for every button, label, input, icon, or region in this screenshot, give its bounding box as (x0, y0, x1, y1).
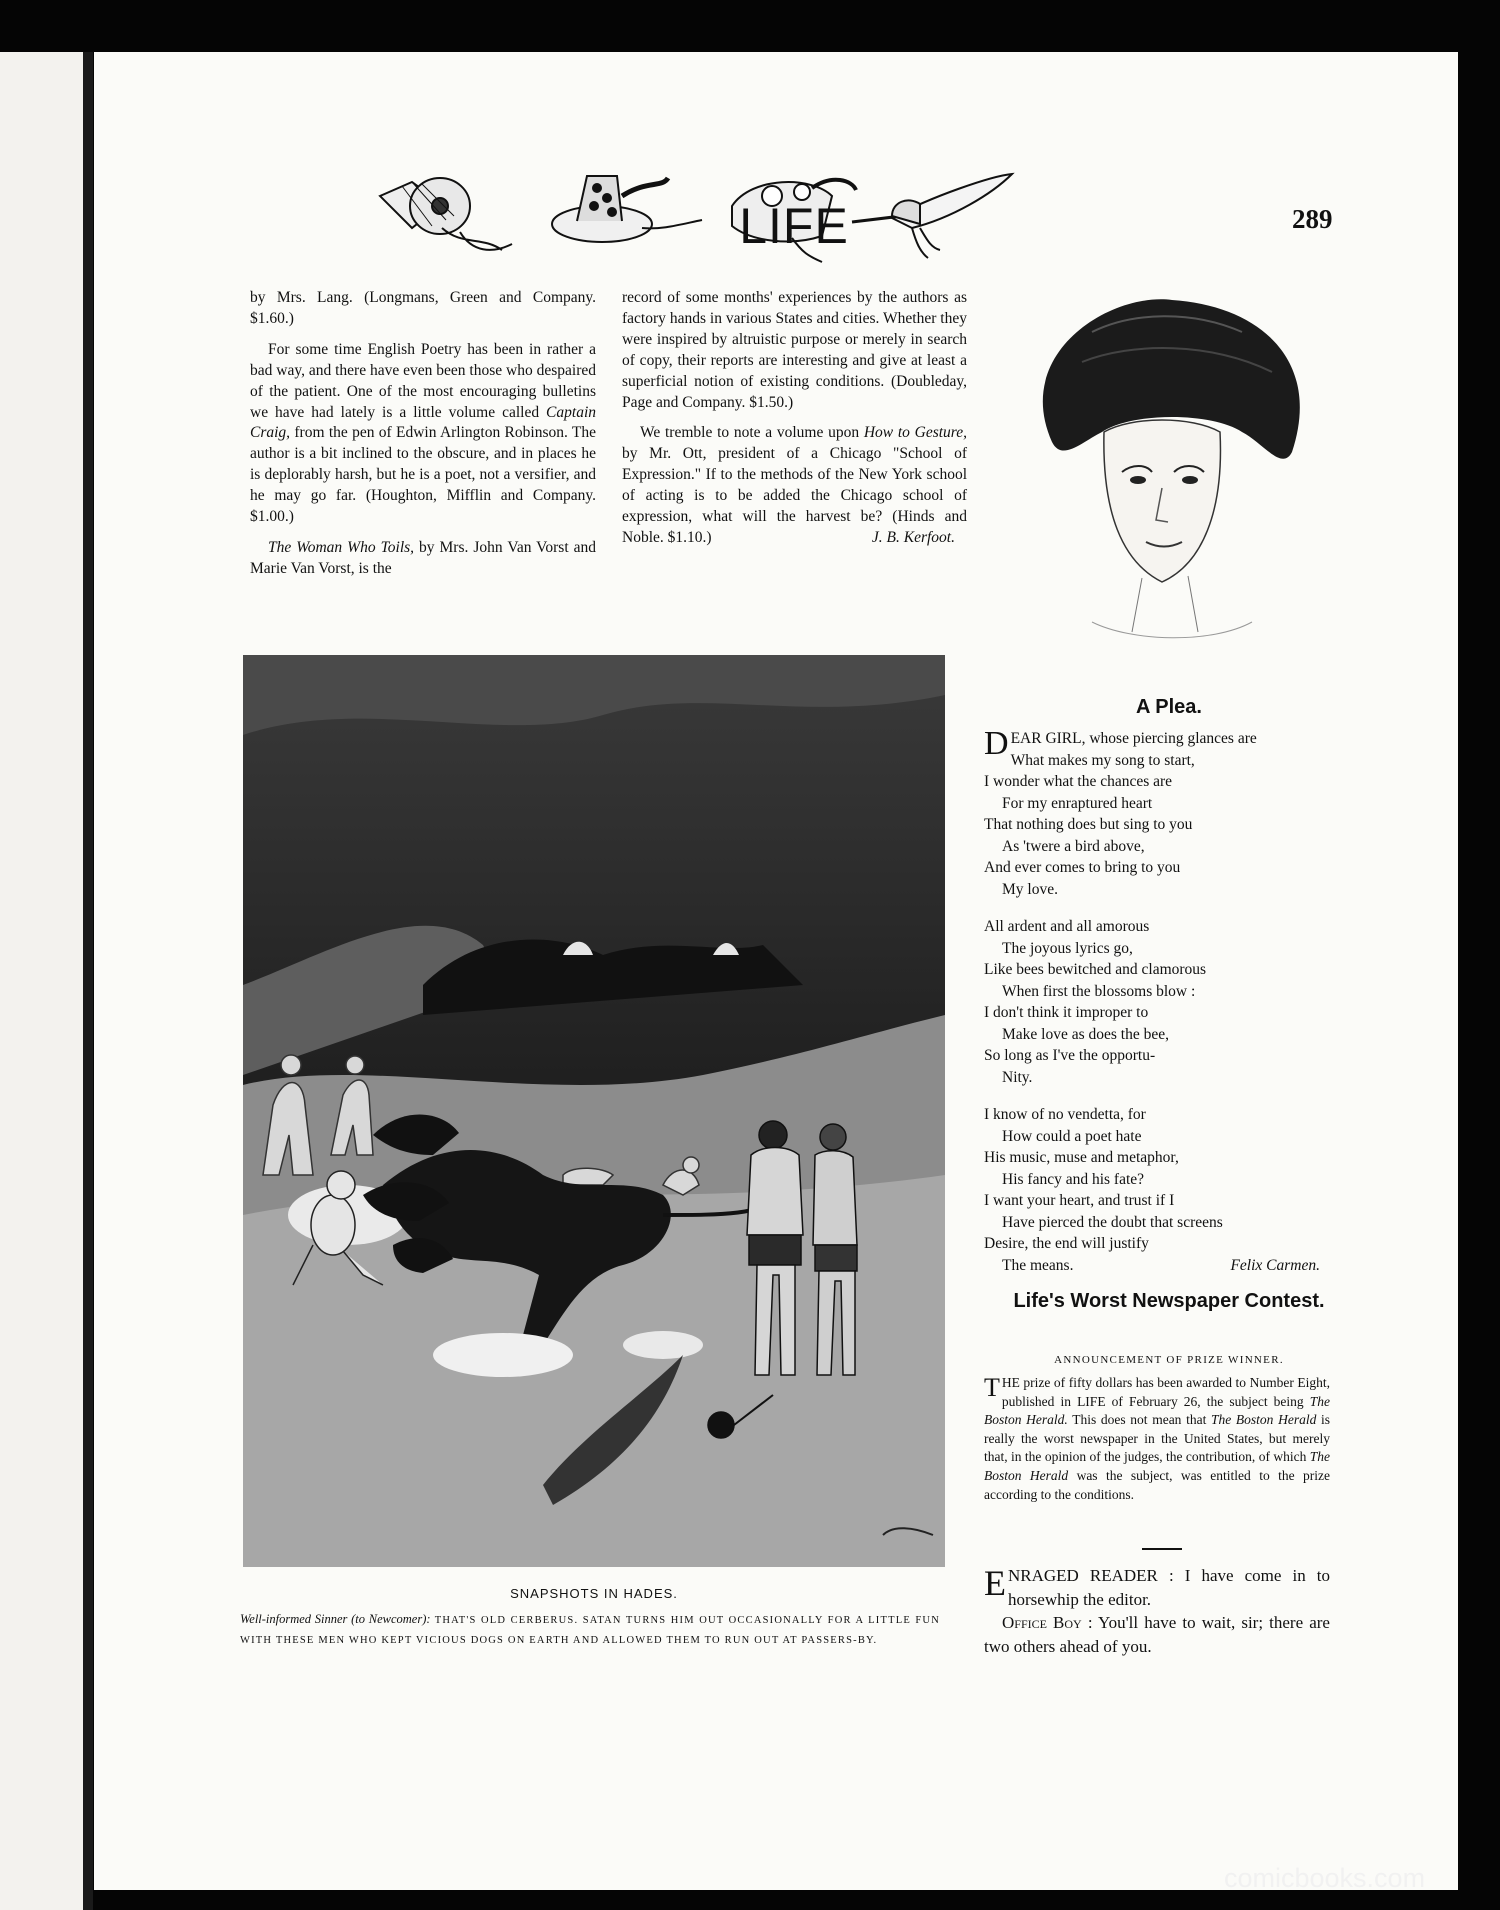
poem-title: A Plea. (1136, 696, 1202, 718)
poem-line: My love. (1002, 880, 1058, 898)
facing-page-edge (0, 52, 90, 1910)
text-run: This does not mean that (1067, 1412, 1212, 1428)
text-run: For some time English Poetry has been in rather a bad way, and there have even been those who despaired of the patient. One of the most encouraging bulletins we have had lately is a little volume called (250, 340, 596, 421)
text-run: HE prize of fifty dollars has been awarded to Number Eight, published in (1001, 1375, 1330, 1409)
poem-line: What makes my song to start, (1010, 751, 1195, 769)
text-run: of February 26, the subject being (1105, 1393, 1310, 1409)
reviewer-signature: J. B. Kerfoot. (871, 528, 955, 546)
book-title: Captain Craig, (250, 403, 596, 442)
poem-line: I want your heart, and trust if I (984, 1192, 1175, 1209)
poem-line: That nothing does but sing to you (984, 816, 1193, 833)
feathered-hat-icon (552, 176, 702, 242)
review-column-2 (622, 288, 967, 559)
paragraph (250, 340, 596, 528)
woman-portrait-illustration (992, 292, 1334, 658)
contest-subtitle: ANNOUNCEMENT OF PRIZE WINNER. (1054, 1354, 1284, 1366)
text-run: is really the worst newspaper in the United States, but merely that, in the opinion of the judges, the contribution, of which (984, 1412, 1331, 1465)
poem-line: Like bees bewitched and clamorous (984, 961, 1207, 978)
contest-dropcap: T (984, 1373, 1000, 1402)
poem-line: I know of no vendetta, for (984, 1106, 1146, 1123)
contest-announcement (984, 1374, 1330, 1504)
cartoon-caption (240, 1610, 940, 1650)
paragraph (250, 538, 596, 580)
cartoon-svg (243, 655, 945, 1567)
newspaper-name: The Boston Herald. (984, 1393, 1330, 1428)
joke-line (984, 1564, 1330, 1611)
text-run: We tremble to note a volume upon (640, 424, 864, 442)
hades-cartoon-illustration (243, 655, 945, 1567)
portrait-svg (992, 292, 1334, 658)
text-run: NRAGED READER : I have come in to horsewhip the editor. (1008, 1566, 1330, 1609)
contest-title: Life's Worst Newspaper Contest. (1013, 1290, 1325, 1312)
poem-signature: Felix Carmen. (1230, 1256, 1320, 1274)
bonnet-icon (380, 178, 512, 250)
poem-stanza (984, 725, 1350, 900)
joke (984, 1564, 1330, 1658)
newspaper-name: The Boston Herald (1211, 1412, 1317, 1428)
poem-dropcap: D (984, 725, 1009, 762)
poem-stanza (984, 1104, 1350, 1276)
text-run: by Mrs. John Van Vorst and Marie Van Vorst, is the (250, 538, 596, 577)
caption-body: THAT'S OLD CERBERUS. SATAN TURNS HIM OUT OCCASIONALLY FOR A LITTLE FUN WITH THESE MEN WHO KEPT VICIOUS DOGS ON EARTH AND ALLOWED THEM TO RUN OUT AT PASSERS-BY. (240, 1615, 940, 1646)
joke-line (984, 1611, 1330, 1658)
binding-gutter (83, 52, 93, 1910)
poem-line: Have pierced the doubt that screens (1002, 1213, 1223, 1231)
wide-brim-hat-icon (852, 174, 1012, 258)
poem-line: Desire, the end will justify (984, 1235, 1149, 1252)
masthead-title: LIFE (739, 198, 849, 254)
poem-stanza (984, 916, 1350, 1088)
poem-line: As 'twere a bird above, (1002, 837, 1145, 855)
poem-line: I don't think it improper to (984, 1004, 1149, 1021)
joke-dropcap: E (984, 1563, 1006, 1603)
text-run: LIFE (1077, 1393, 1106, 1409)
poem-line: Make love as does the bee, (1002, 1025, 1169, 1043)
text-run: You'll have to wait, sir; there are two others ahead of you. (984, 1613, 1330, 1656)
poem-line: His fancy and his fate? (1002, 1170, 1145, 1188)
poem-line: How could a poet hate (1002, 1127, 1142, 1145)
poem-line: All ardent and all amorous (984, 918, 1150, 935)
poem-line: I wonder what the chances are (984, 773, 1173, 790)
poem-line: The joyous lyrics go, (1002, 939, 1133, 957)
newspaper-name: The Boston Herald (984, 1449, 1330, 1483)
paragraph: record of some months' experiences by the authors as factory hands in various States and cities. Whether they were inspired by altruistic purpose or merely in search of copy, their reports are interesting and give at least a superficial notion of existing conditions. (Doubleday, Page and Company. $1.50.) (622, 289, 967, 411)
cartoon-caption-title: SNAPSHOTS IN HADES. (510, 1586, 678, 1601)
review-column-1 (250, 288, 596, 590)
poem-line-text: The means. (1002, 1256, 1074, 1274)
section-divider (1142, 1548, 1182, 1550)
paragraph: by Mrs. Lang. (Longmans, Green and Company. $1.60.) (250, 289, 596, 327)
page-number: 289 (1292, 204, 1333, 234)
text-run: by Mr. Ott, president of a Chicago "School of Expression." If to the methods of the New York school of acting is to be added the Chicago school of expression, what will the harvest be? (Hinds and Noble. $1.10.) (622, 445, 967, 546)
paragraph (622, 423, 967, 548)
poem-line: For my enraptured heart (1002, 794, 1153, 812)
poem-line: So long as I've the opportu- (984, 1047, 1156, 1064)
site-watermark: comicbooks.com (1224, 1863, 1426, 1893)
book-title: The Woman Who Toils, (268, 538, 415, 556)
poem-line (984, 1255, 1350, 1277)
poem-line: When first the blossoms blow : (1002, 982, 1196, 1000)
poem-line: And ever comes to bring to you (984, 859, 1181, 876)
text-run: was the subject, was entitled to the prize according to the conditions. (984, 1467, 1330, 1502)
book-title: How to Gesture, (863, 424, 967, 442)
joke-speaker: Office Boy : (1002, 1613, 1093, 1632)
poem-line: His music, muse and metaphor, (984, 1149, 1179, 1166)
poem (984, 725, 1350, 1292)
poem-line: EAR GIRL, whose piercing glances are (1010, 730, 1257, 747)
text-run: from the pen of Edwin Arlington Robinson. The author is a bit inclined to the obscure, and in places he is deplorably harsh, but he is a poet, not a versifier, and he may go far. (Houghton, Mifflin and Company. $1.00.) (250, 424, 596, 526)
caption-speaker: Well-informed Sinner (to Newcomer): (240, 1612, 431, 1626)
poem-line: Nity. (1002, 1068, 1033, 1086)
